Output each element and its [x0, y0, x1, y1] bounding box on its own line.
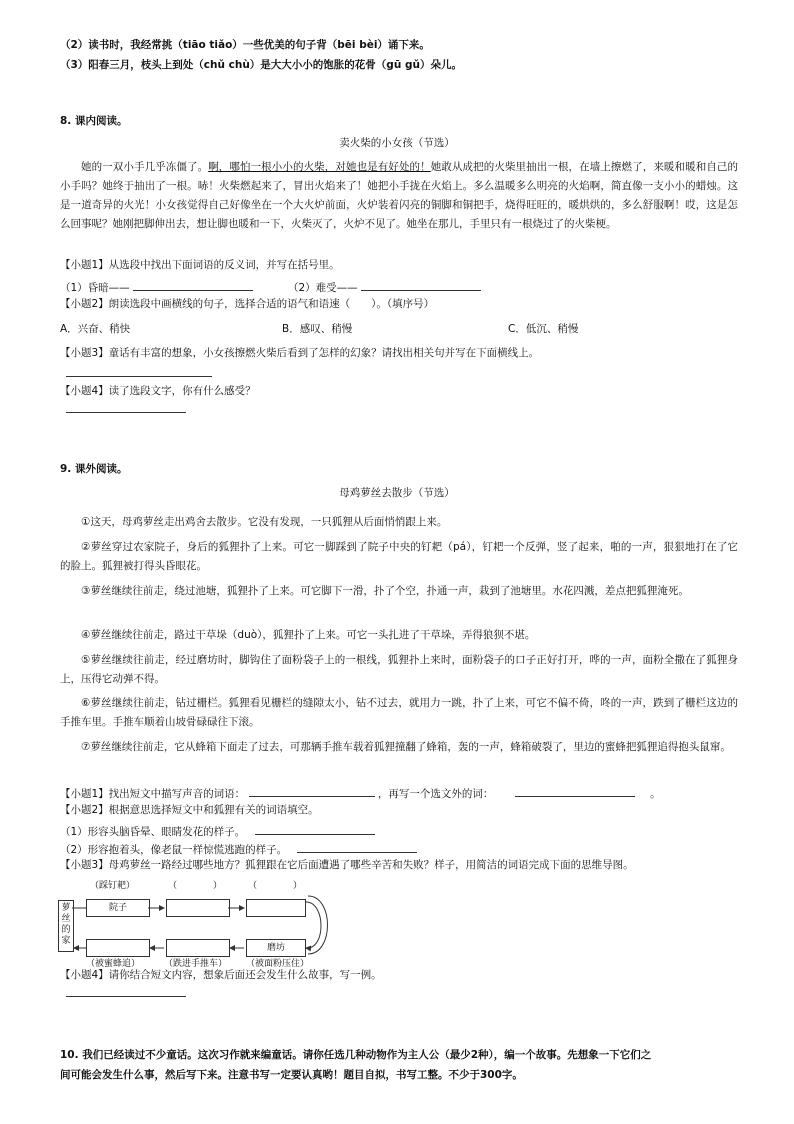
- q9-heading: 9. 课外阅读。: [60, 463, 128, 475]
- mind-map-bottom-label-1: （被蜜蜂追）: [86, 959, 141, 969]
- q9-sub4-row: [60, 984, 186, 1002]
- q8-passage: [60, 158, 738, 234]
- q9-sub1-answer-blank-2[interactable]: [515, 784, 635, 797]
- q7-line-2: （2）读书时，我经常挑（tiāo tiǎo）一些优美的句子背（bēi bèi）诵下来。: [60, 39, 430, 51]
- q9-paragraph-3: ③萝丝继续往前走，绕过池塘，狐狸扑了上来。可它脚下一滑，扑了个空，扑通一声，栽到了池塘里。水花四溅，差点把狐狸淹死。: [81, 585, 689, 597]
- mind-map-box-3[interactable]: [246, 899, 306, 917]
- q8-sub3-row: [60, 364, 212, 382]
- q9-passage-title: 母鸡萝丝去散步（节选）: [339, 487, 455, 499]
- q8-sub4-answer-blank[interactable]: [66, 400, 186, 413]
- q8-sub1: 【小题1】从选段中找出下面词语的反义词，并写在括号里。: [60, 259, 340, 271]
- q8-sub1-b-label: （2）难受——: [288, 282, 358, 294]
- q8-heading: 8. 课内阅读。: [60, 115, 128, 127]
- q9-sub2-1-answer-blank[interactable]: [255, 822, 375, 835]
- q8-sub1-a-label: （1）昏暗——: [60, 282, 130, 294]
- q8-sub2: 【小题2】朗读选段中画横线的句子，选择合适的语气和语速（ ）。（填序号）: [60, 298, 435, 310]
- q9-paragraph-4: ④萝丝继续往前走，路过干草垛（duò），狐狸扑了上来。可它一头扎进了干草垛，弄得狼狈不堪。: [81, 629, 536, 641]
- q8-underlined-sentence: 啊，哪怕一根小小的火柴，对她也是有好处的！: [208, 161, 431, 173]
- q9-sub1-answer-blank-1[interactable]: [249, 784, 375, 797]
- q9-sub1-row: [60, 784, 661, 802]
- q9-sub2-2-row: [60, 840, 417, 858]
- mind-map-bottom-label-2: （跌进手推车）: [164, 959, 228, 969]
- mind-map-top-label-2[interactable]: （ ）: [168, 881, 223, 891]
- q9-paragraph-7: ⑦萝丝继续往前走，它从蜂箱下面走了过去，可那辆手推车载着狐狸撞翻了蜂箱，轰的一声，蜂箱破裂了，里边的蜜蜂把狐狸追得抱头鼠窜。: [81, 741, 731, 753]
- q9-sub1-label: 【小题1】找出短文中描写声音的词语：: [60, 788, 246, 800]
- q7-line-3: （3）阳春三月，枝头上到处（chǔ chù）是大大小小的饱胀的花骨（gū gǔ）朵儿。: [60, 59, 462, 71]
- mind-map-bottom-label-3: （被面粉压住）: [246, 959, 310, 969]
- q8-sub4-row: [60, 400, 186, 418]
- q9-sub4-answer-blank[interactable]: [66, 984, 186, 997]
- q8-sub4: 【小题4】读了选段文字，你有什么感受？: [60, 385, 256, 397]
- mind-map-box-yard: 院子: [86, 899, 150, 917]
- q8-option-b[interactable]: B．感叹、稍慢: [282, 323, 353, 335]
- q9-sub2-2-answer-blank[interactable]: [297, 840, 417, 853]
- q9-paragraph-1: ①这天，母鸡萝丝走出鸡舍去散步。它没有发现，一只狐狸从后面悄悄跟上来。: [81, 516, 448, 528]
- q9-sub2-2-label: （2）形容抱着头，像老鼠一样惊慌逃跑的样子。: [60, 844, 288, 856]
- q9-paragraph-5: ⑤萝丝继续往前走，经过磨坊时，脚钩住了面粉袋子上的一根线，狐狸扑上来时，面粉袋子的口子正好打开，哗的一声，面粉全撒在了狐狸身上，压得它动弹不得。: [60, 654, 738, 685]
- q8-sub3-answer-blank[interactable]: [66, 364, 212, 377]
- q8-option-a[interactable]: A．兴奋、稍快: [60, 323, 131, 335]
- q9-sub2: 【小题2】根据意思选择短文中和狐狸有关的词语填空。: [60, 804, 319, 816]
- mind-map-box-6[interactable]: [86, 939, 150, 957]
- q8-sub1-b-answer-blank[interactable]: [361, 278, 481, 291]
- mind-map-top-label-1: （踩钉耙）: [90, 881, 136, 891]
- arrow-curve-down: [306, 902, 321, 948]
- q8-sub1-b-row: [288, 278, 481, 296]
- q8-sub1-a-row: [60, 278, 253, 296]
- q8-passage-rest: 她敢从成把的火柴里抽出一根，在墙上擦燃了，来暖和暖和自己的小手吗？她终于抽出了一根。哧！火柴燃起来了，冒出火焰来了！她把小手拢在火焰上。多么温暖多么明亮的火焰啊，简直像一支小小的蜡烛。这是一道奇异的火光！小女孩觉得自己好像坐在一个大火炉前面，火炉装着闪亮的铜脚和铜把手，烧得旺旺的，暖烘烘的，多么舒服啊！哎，这是怎么回事呢？她刚把脚伸出去，想让脚也暖和一下，火柴灭了，火炉不见了。她坐在那儿，手里只有一根烧过了的火柴梗。: [60, 161, 739, 230]
- q10-line-2: 间可能会发生什么事，然后写下来。注意书写一定要认真哟！题目自拟，书写工整。不少于300字。: [60, 1069, 523, 1081]
- q9-sub3: 【小题3】母鸡萝丝一路经过哪些地方？狐狸跟在它后面遭遇了哪些辛苦和失败？样子，用简洁的词语完成下面的思维导图。: [60, 859, 634, 871]
- q9-sub1-end: 。: [650, 788, 661, 800]
- q8-sub1-a-answer-blank[interactable]: [133, 278, 253, 291]
- q9-sub1-label-2: ，再写一个选文外的词：: [377, 788, 494, 800]
- q9-mind-map: [58, 878, 358, 970]
- q8-passage-start: 她的一双小手几乎冻僵了。: [81, 161, 209, 173]
- mind-map-box-mill: 磨坊: [246, 939, 306, 957]
- q9-paragraph-2: ②萝丝穿过农家院子，身后的狐狸扑了上来。可它一脚踩到了院子中央的钉耙（pá），钉耙一个反弹，竖了起来，啪的一声，狠狠地打在了它的脸上。狐狸被打得头昏眼花。: [60, 541, 738, 572]
- mind-map-box-2[interactable]: [166, 899, 230, 917]
- q8-option-c[interactable]: C．低沉、稍慢: [508, 323, 579, 335]
- arrow-curve-outer: [308, 896, 328, 954]
- q10-line-1: 10. 我们已经读过不少童话。这次习作就来编童话。请你任选几种动物作为主人公（最少2种），编一个故事。先想象一下它们之: [60, 1049, 652, 1061]
- q9-sub2-1-row: [60, 822, 375, 840]
- q9-sub4: 【小题4】请你结合短文内容，想象后面还会发生什么故事，写一例。: [60, 969, 382, 981]
- q9-sub2-1-label: （1）形容头脑昏晕、眼睛发花的样子。: [60, 826, 246, 838]
- mind-map-box-5[interactable]: [166, 939, 230, 957]
- q8-sub3: 【小题3】童话有丰富的想象，小女孩擦燃火柴后看到了怎样的幻象？请找出相关句并写在下面横线上。: [60, 347, 540, 359]
- mind-map-home: 萝丝的家: [58, 900, 74, 952]
- mind-map-top-label-3[interactable]: （ ）: [248, 881, 303, 891]
- q9-paragraph-6: ⑥萝丝继续往前走，钻过栅栏。狐狸看见栅栏的缝隙太小，钻不过去，就用力一跳，扑了上来，可它不偏不倚，咚的一声，跌到了栅栏这边的手推车里。手推车顺着山坡骨碌碌往下滚。: [60, 697, 738, 728]
- q8-passage-title: 卖火柴的小女孩（节选）: [339, 137, 455, 149]
